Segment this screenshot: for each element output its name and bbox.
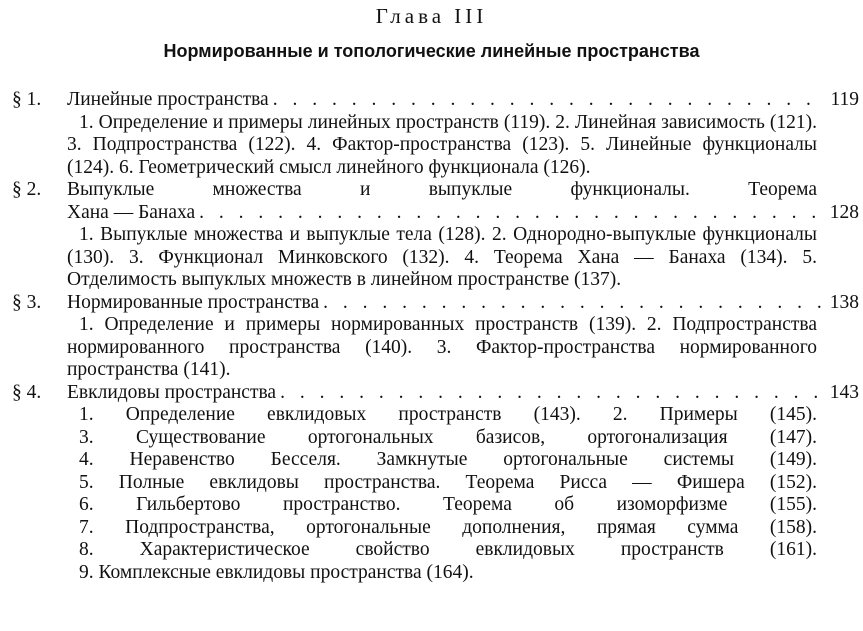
- section-description: 1. Определение и примеры нормированных пространств (139). 2. Подпространства нормированного пространства (140). 3. Фактор-пространства нормированного пространства (141).: [67, 314, 817, 380]
- section-title: [67, 179, 859, 224]
- dot-leader: [280, 382, 824, 405]
- toc-section-2: [0, 179, 863, 292]
- section-title-text: Евклидовы пространства: [67, 381, 277, 403]
- section-title-text: Линейные пространства: [67, 89, 269, 110]
- subsection-line: 8. Характеристическое свойство евклидовых пространств (161).: [79, 539, 817, 560]
- dot-leader: [273, 89, 825, 112]
- section-description: 1. Определение и примеры линейных пространств (119). 2. Линейная зависимость (121). 3. Подпространства (122). 4. Фактор-пространства (123). 5. Линейные функционалы (124). 6. Геометрический смысл линейного функционала (126).: [67, 111, 817, 178]
- chapter-title: Нормированные и топологические линейные пространства: [163, 41, 700, 61]
- section-title: [67, 292, 859, 315]
- section-page-number: 138: [829, 291, 859, 313]
- subsection-line: 6. Гильбертово пространство. Теорема об изоморфизме (155).: [79, 494, 817, 515]
- section-title-text: Хана — Банаха: [67, 201, 196, 223]
- section-number: § 3.: [12, 291, 42, 313]
- section-number: § 2.: [12, 179, 42, 200]
- subsection-line: 3. Существование ортогональных базисов, ортогонализация (147).: [79, 426, 817, 448]
- dot-leader: [323, 292, 824, 315]
- section-title-text: Нормированные пространства: [67, 291, 320, 313]
- section-title-text: Выпуклые множества и выпуклые функционалы. Теорема: [67, 179, 817, 200]
- section-number: § 1.: [12, 89, 42, 110]
- toc-section-4: [0, 382, 863, 585]
- section-page-number: 143: [829, 381, 859, 403]
- toc-section-3: [0, 292, 863, 382]
- section-number: § 4.: [12, 381, 42, 403]
- section-page-number: 128: [829, 201, 859, 223]
- chapter-label: Глава III: [375, 4, 488, 28]
- subsection-line: 1. Определение евклидовых пространств (143). 2. Примеры (145).: [79, 404, 817, 425]
- section-title: [67, 382, 859, 405]
- section-title: [67, 89, 859, 112]
- toc-section-1: [0, 89, 863, 179]
- subsection-line: 5. Полные евклидовы пространства. Теорема Рисса — Фишера (152).: [79, 471, 817, 493]
- section-page-number: 119: [830, 89, 859, 110]
- subsection-line: 7. Подпространства, ортогональные дополнения, прямая сумма (158).: [79, 516, 817, 538]
- subsection-line: 9. Комплексные евклидовы пространства (164).: [79, 561, 474, 583]
- section-description: 1. Выпуклые множества и выпуклые тела (128). 2. Однородно-выпуклые функционалы (130). 3. Функционал Минковского (132). 4. Теорема Хана — Банаха (134). 5. Отделимость выпуклых множеств в линейном пространстве (137).: [67, 224, 817, 290]
- table-of-contents: [0, 89, 863, 584]
- subsection-line: 4. Неравенство Бесселя. Замкнутые ортогональные системы (149).: [79, 449, 817, 470]
- dot-leader: [199, 202, 824, 225]
